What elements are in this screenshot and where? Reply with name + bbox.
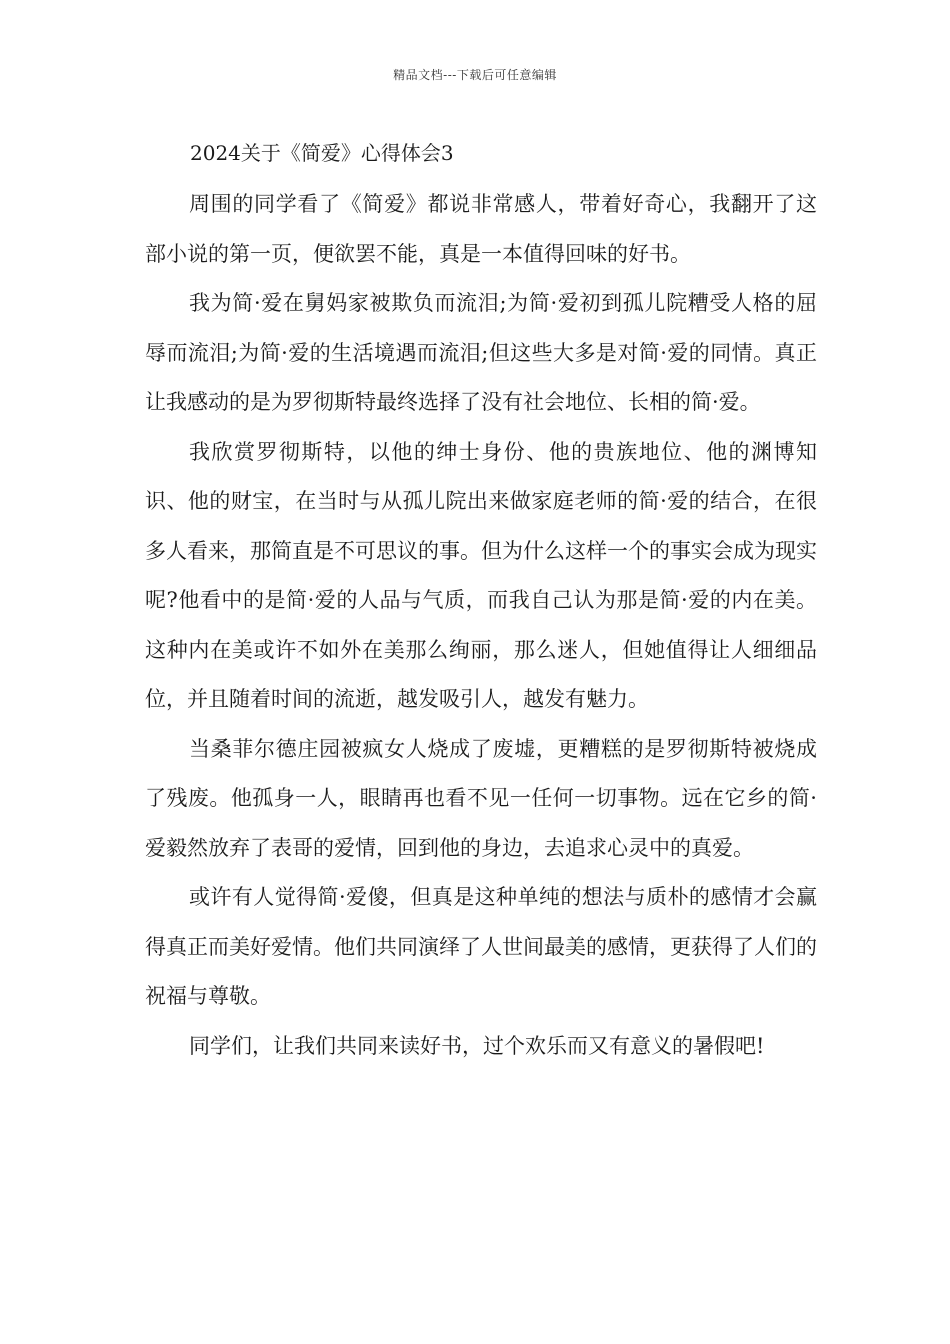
paragraph: 当桑菲尔德庄园被疯女人烧成了废墟，更糟糕的是罗彻斯特被烧成了残废。他孤身一人，眼睛再也看不见一任何一切事物。远在它乡的简·爱毅然放弃了表哥的爱情，回到他的身边，去追求心灵中的真爱。 [145,736,817,860]
paragraph: 我欣赏罗彻斯特，以他的绅士身份、他的贵族地位、他的渊博知识、他的财宝，在当时与从孤儿院出来做家庭老师的简·爱的结合，在很多人看来，那简直是不可思议的事。但为什么这样一个的事实会成为现实呢?他看中的是简·爱的人品与气质，而我自己认为那是简·爱的内在美。这种内在美或许不如外在美那么绚丽，那么迷人，但她值得让人细细品位，并且随着时间的流逝，越发吸引人，越发有魅力。 [145,439,817,711]
page-header: 精品文档---下载后可任意编辑 [393,68,557,82]
document-body [145,180,817,1071]
paragraph: 我为简·爱在舅妈家被欺负而流泪;为简·爱初到孤儿院糟受人格的屈辱而流泪;为简·爱的生活境遇而流泪;但这些大多是对简·爱的同情。真正让我感动的是为罗彻斯特最终选择了没有社会地位、长相的简·爱。 [145,291,817,414]
paragraph: 周围的同学看了《简爱》都说非常感人，带着好奇心，我翻开了这部小说的第一页，便欲罢不能，真是一本值得回味的好书。 [145,192,817,266]
paragraph: 或许有人觉得简·爱傻，但真是这种单纯的想法与质朴的感情才会赢得真正而美好爱情。他们共同演绎了人世间最美的感情，更获得了人们的祝福与尊敬。 [145,885,817,1008]
document-title: 2024关于《简爱》心得体会3 [190,141,454,165]
paragraph: 同学们，让我们共同来读好书，过个欢乐而又有意义的暑假吧! [189,1033,765,1058]
